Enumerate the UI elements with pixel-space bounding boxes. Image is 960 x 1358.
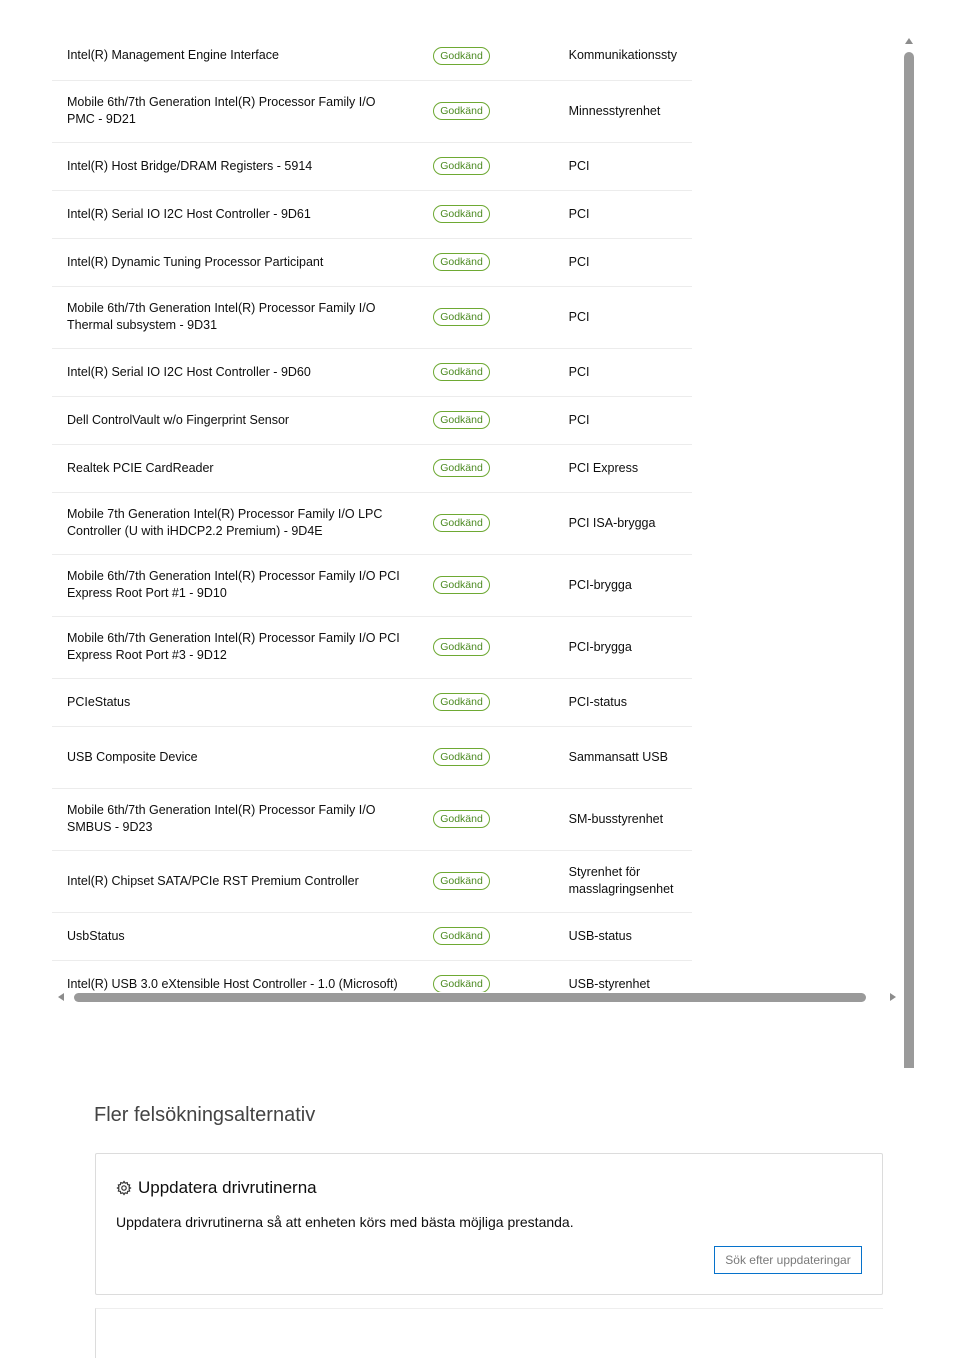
table-row [52, 32, 692, 80]
driver-name: Mobile 6th/7th Generation Intel(R) Processor Family I/O PCI Express Root Port #1 - 9D10 [67, 569, 400, 600]
driver-type: PCI Express [568, 460, 639, 475]
table-row [52, 238, 692, 286]
driver-type: PCI [568, 158, 590, 173]
driver-type: Kommunikationssty [568, 48, 677, 63]
table-row [52, 492, 692, 554]
driver-name: USB Composite Device [67, 749, 198, 764]
status-badge: Godkänd [433, 927, 490, 945]
driver-status-cell [418, 788, 553, 850]
driver-status-cell [418, 912, 553, 960]
driver-type: PCI-status [568, 694, 627, 709]
driver-name: Intel(R) Management Engine Interface [67, 48, 279, 63]
driver-name: Realtek PCIE CardReader [67, 460, 214, 475]
table-row [52, 960, 692, 992]
status-badge: Godkänd [433, 810, 490, 828]
driver-type: PCI-brygga [568, 577, 632, 592]
table-row [52, 444, 692, 492]
status-badge: Godkänd [433, 308, 490, 326]
table-row [52, 678, 692, 726]
driver-type: PCI [568, 364, 590, 379]
vertical-scrollbar[interactable] [902, 36, 916, 1068]
status-badge: Godkänd [433, 975, 490, 992]
vertical-scroll-thumb[interactable] [904, 52, 914, 1068]
driver-type: PCI [568, 309, 590, 324]
driver-name: Intel(R) Dynamic Tuning Processor Participant [67, 254, 324, 269]
driver-name: Intel(R) USB 3.0 eXtensible Host Controller - 1.0 (Microsoft) [67, 976, 398, 991]
driver-status-cell [418, 616, 553, 678]
status-badge: Godkänd [433, 748, 490, 766]
driver-type: PCI [568, 206, 590, 221]
driver-name: Intel(R) Serial IO I2C Host Controller - 9D60 [67, 364, 311, 379]
card-description: Uppdatera drivrutinerna så att enheten körs med bästa möjliga prestanda. [116, 1214, 574, 1230]
driver-status-cell [418, 238, 553, 286]
driver-status-cell [418, 492, 553, 554]
status-badge: Godkänd [433, 47, 490, 65]
status-badge: Godkänd [433, 411, 490, 429]
driver-name: Mobile 6th/7th Generation Intel(R) Processor Family I/O Thermal subsystem - 9D31 [67, 301, 376, 332]
status-badge: Godkänd [433, 872, 490, 890]
horizontal-scroll-thumb[interactable] [74, 993, 866, 1002]
status-badge: Godkänd [433, 157, 490, 175]
table-row [52, 142, 692, 190]
driver-status-cell [418, 190, 553, 238]
next-card-partial [95, 1308, 883, 1358]
driver-type: PCI-brygga [568, 639, 632, 654]
scroll-up-icon[interactable] [905, 38, 913, 44]
driver-name: Mobile 6th/7th Generation Intel(R) Processor Family I/O PCI Express Root Port #3 - 9D12 [67, 631, 400, 662]
driver-status-cell [418, 726, 553, 788]
driver-name: Mobile 6th/7th Generation Intel(R) Processor Family I/O SMBUS - 9D23 [67, 803, 376, 834]
driver-name: UsbStatus [67, 928, 125, 943]
driver-status-cell [418, 286, 553, 348]
table-row [52, 850, 692, 912]
table-row [52, 190, 692, 238]
update-drivers-card [95, 1153, 883, 1295]
driver-type: Sammansatt USB [568, 749, 668, 764]
driver-name: Intel(R) Chipset SATA/PCIe RST Premium Controller [67, 873, 359, 888]
driver-status-cell [418, 396, 553, 444]
driver-status-cell [418, 850, 553, 912]
table-row [52, 788, 692, 850]
driver-status-cell [418, 142, 553, 190]
scroll-right-icon[interactable] [890, 993, 896, 1001]
status-badge: Godkänd [433, 253, 490, 271]
driver-name: Intel(R) Host Bridge/DRAM Registers - 5914 [67, 158, 313, 173]
driver-name: Dell ControlVault w/o Fingerprint Sensor [67, 412, 290, 427]
driver-status-cell [418, 678, 553, 726]
driver-status-cell [418, 80, 553, 142]
status-badge: Godkänd [433, 576, 490, 594]
status-badge: Godkänd [433, 638, 490, 656]
driver-status-cell [418, 960, 553, 992]
driver-status-cell [418, 554, 553, 616]
status-badge: Godkänd [433, 205, 490, 223]
card-header [116, 1178, 317, 1198]
status-badge: Godkänd [433, 102, 490, 120]
driver-type: PCI [568, 412, 590, 427]
table-row [52, 554, 692, 616]
driver-name: Mobile 6th/7th Generation Intel(R) Processor Family I/O PMC - 9D21 [67, 95, 376, 126]
horizontal-scrollbar[interactable] [58, 990, 896, 1004]
driver-status-cell [418, 32, 553, 80]
table-row [52, 348, 692, 396]
scroll-left-icon[interactable] [58, 993, 64, 1001]
status-badge: Godkänd [433, 363, 490, 381]
driver-status-cell [418, 348, 553, 396]
table-row [52, 80, 692, 142]
driver-name: Intel(R) Serial IO I2C Host Controller - 9D61 [67, 206, 311, 221]
driver-name: PCIeStatus [67, 694, 131, 709]
status-badge: Godkänd [433, 693, 490, 711]
driver-table [52, 32, 692, 992]
check-for-updates-button[interactable]: Sök efter uppdateringar [714, 1246, 862, 1274]
driver-status-cell [418, 444, 553, 492]
driver-type: PCI ISA-brygga [568, 515, 656, 530]
driver-type: USB-styrenhet [568, 976, 650, 991]
driver-type: SM-busstyrenhet [568, 811, 664, 826]
status-badge: Godkänd [433, 459, 490, 477]
table-row [52, 726, 692, 788]
driver-type: Styrenhet för masslagringsenhet [568, 865, 674, 896]
driver-type: PCI [568, 254, 590, 269]
gear-icon [116, 1180, 132, 1196]
table-row [52, 286, 692, 348]
driver-type: Minnesstyrenhet [568, 103, 661, 118]
status-badge: Godkänd [433, 514, 490, 532]
driver-table-viewport [52, 32, 892, 992]
card-title: Uppdatera drivrutinerna [138, 1178, 317, 1197]
driver-type: USB-status [568, 928, 632, 943]
table-row [52, 396, 692, 444]
section-title: Fler felsökningsalternativ [94, 1104, 316, 1126]
table-row [52, 912, 692, 960]
table-row [52, 616, 692, 678]
driver-name: Mobile 7th Generation Intel(R) Processor Family I/O LPC Controller (U with iHDCP2.2 Premium) - 9D4E [67, 507, 383, 538]
